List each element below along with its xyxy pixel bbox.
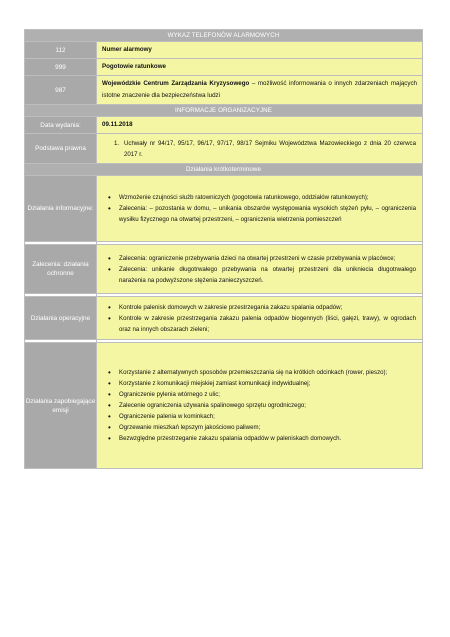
action-section-row (25, 343, 423, 469)
issue-date-value: 09.11.2018 (97, 117, 423, 134)
phone-name-rest: – możliwość informowania o innych zdarzeniach mających istotne znaczenie dla bezpieczeństwa ludzi (102, 80, 418, 99)
phone-name: Pogotowie ratunkowe (97, 59, 423, 76)
action-section-content (97, 297, 423, 340)
legal-basis-label: Podstawa prawna (25, 134, 97, 164)
action-section-label: Działania zapobiegające emisji (25, 343, 97, 469)
action-section-label: Działania informacyjne: (25, 176, 97, 242)
phones-section-header: WYKAZ TELEFONÓW ALARMOWYCH (25, 30, 423, 42)
action-section-content (97, 176, 423, 242)
phone-number: 999 (25, 59, 97, 76)
action-section-row (25, 297, 423, 340)
list-item: • Zalecenia: unikanie długotrwałego przebywania na otwartej przestrzeni dla unikniecia długotrwałego narażenia na podwyższone stężenia zanieczyszczeń. (119, 264, 416, 286)
action-section-content (97, 343, 423, 469)
action-section-row (25, 176, 423, 242)
list-item: • Ogrzewanie mieszkań lepszym jakościowo paliwem; (119, 422, 416, 433)
short-term-section-header: Działania krótkoterminowe (25, 164, 423, 176)
alarm-info-table (24, 29, 423, 469)
phone-row (25, 42, 423, 59)
list-item: • Ograniczenie pylenia wtórnego z ulic; (119, 389, 416, 400)
phone-number: 112 (25, 42, 97, 59)
legal-basis-content (97, 134, 423, 164)
list-item: • Kontrole w zakresie przestrzegania zakazu palenia odpadów biogennych (liści, gałęzi, trawy), w ogrodach oraz na innych obszarach zieleni; (119, 313, 416, 335)
list-item: • Ograniczenie palenia w kominkach; (119, 411, 416, 422)
action-list (97, 190, 422, 227)
action-list (97, 251, 422, 288)
legal-basis-row (25, 134, 423, 164)
list-item: • Bezwzględne przestrzeganie zakazu spalania odpadów w paleniskach domowych. (119, 433, 416, 444)
phone-row (25, 76, 423, 105)
action-section-label: Działania operacyjne (25, 297, 97, 340)
phone-name: Numer alarmowy (97, 42, 423, 59)
action-section-content (97, 245, 423, 294)
list-item: • Zalecenie ograniczenia używania spalinowego sprzętu ogrodniczego; (119, 400, 416, 411)
list-item: • Korzystanie z alternatywnych sposobów przemieszczania się na krótkich odcinkach (rower, pieszo); (119, 367, 416, 378)
action-list (97, 300, 422, 337)
list-item: • Kontrole palenisk domowych w zakresie przestrzegania zakazu spalania odpadów; (119, 302, 416, 313)
action-section-label: Zalecenia: działania ochronne (25, 245, 97, 294)
org-section-header: INFORMACJE ORGANIZACYJNE (25, 105, 423, 117)
list-item (114, 138, 416, 160)
legal-basis-list (97, 135, 422, 163)
legal-basis-text: Uchwały nr 94/17, 95/17, 96/17, 97/17, 98/17 Sejmiku Województwa Mazowieckiego z dnia 20 czerwca 2017 r. (124, 139, 416, 158)
list-item: • Zalecenia: – pozostania w domu, – unikania obszarów występowania wysokich stężeń pyłu, – ograniczenia wysiłku fizycznego na otwartej przestrzeni, – ograniczenia wietrzenia pomieszczeń (119, 203, 416, 225)
phone-name-bold: Wojewódzkie Centrum Zarządzania Kryzysowego (102, 80, 250, 87)
phone-number: 987 (25, 76, 97, 105)
issue-date-label: Data wydania: (25, 117, 97, 134)
issue-date-row (25, 117, 423, 134)
list-number: 1. (114, 139, 120, 147)
phone-row (25, 59, 423, 76)
action-list (97, 365, 422, 446)
phone-name (97, 76, 423, 105)
list-item: • Korzystanie z komunikacji miejskiej zamiast komunikacji indywidualnej; (119, 378, 416, 389)
list-item: • Zalecenia: ograniczenie przebywania dzieci na otwartej przestrzeni w czasie przebywania w placówce; (119, 253, 416, 264)
action-section-row (25, 245, 423, 294)
list-item: • Wzmożenie czujności służb ratowniczych (pogotowia ratunkowego, oddziałów ratunkowych); (119, 192, 416, 203)
